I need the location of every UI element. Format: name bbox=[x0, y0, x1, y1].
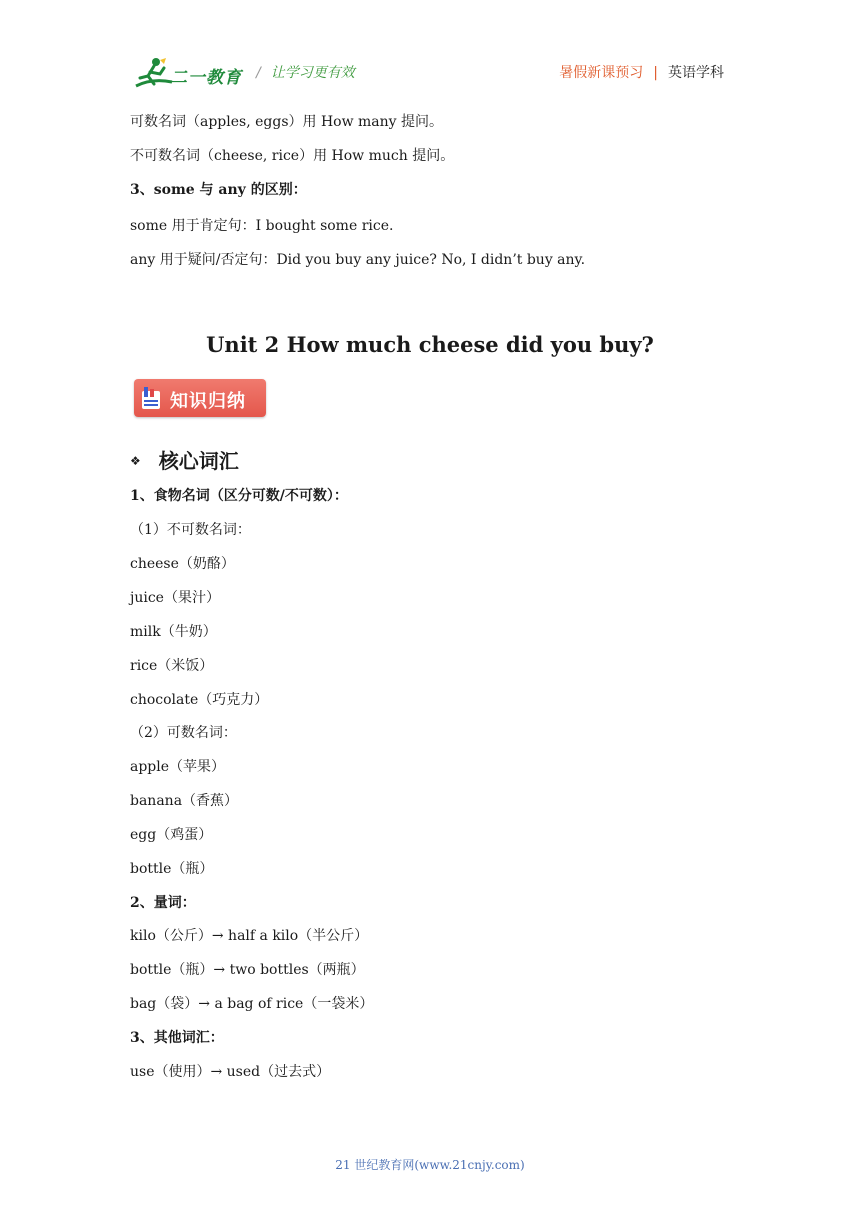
header-separator: | bbox=[653, 65, 658, 81]
subheading: 2、量词： bbox=[130, 895, 196, 911]
text-line: any 用于疑问/否定句：Did you buy any juice? No, I didn’t buy any. bbox=[130, 252, 586, 268]
book-icon bbox=[140, 385, 162, 411]
badge-label: 知识归纳 bbox=[170, 391, 246, 412]
text-line: some 用于肯定句：I bought some rice. bbox=[130, 218, 394, 234]
vocab-item: bag（袋）→ a bag of rice（一袋米） bbox=[130, 996, 374, 1012]
subheading: 3、some 与 any 的区别： bbox=[130, 182, 307, 198]
vocab-item: egg（鸡蛋） bbox=[130, 827, 213, 843]
vocab-item: bottle（瓶）→ two bottles（两瓶） bbox=[130, 962, 365, 978]
section-title: 核心词汇 bbox=[158, 449, 239, 473]
vocab-item: chocolate（巧克力） bbox=[130, 692, 269, 708]
vocab-item: rice（米饭） bbox=[130, 658, 214, 674]
subheading: 1、食物名词（区分可数/不可数）： bbox=[130, 488, 348, 504]
knowledge-summary-badge bbox=[134, 379, 266, 417]
vocab-item: milk（牛奶） bbox=[130, 624, 217, 640]
page-footer: 21 世纪教育网(www.21cnjy.com) bbox=[335, 1158, 525, 1172]
vocab-item: use（使用）→ used（过去式） bbox=[130, 1064, 331, 1080]
header-subject-label: 英语学科 bbox=[668, 65, 724, 81]
diamond-bullet-icon: ❖ bbox=[130, 454, 141, 468]
page-header bbox=[0, 0, 860, 100]
header-right bbox=[559, 62, 724, 82]
text-line: （2）可数名词： bbox=[130, 725, 237, 741]
unit-title: Unit 2 How much cheese did you buy? bbox=[206, 332, 654, 357]
vocab-item: bottle（瓶） bbox=[130, 861, 214, 877]
vocab-item: kilo（公斤）→ half a kilo（半公斤） bbox=[130, 928, 369, 944]
vocab-item: banana（香蕉） bbox=[130, 793, 239, 809]
slogan-slash: / bbox=[256, 65, 261, 81]
slogan-text: 让学习更有效 bbox=[270, 65, 355, 81]
logo-text: 二一教育 bbox=[170, 68, 242, 88]
section-heading bbox=[130, 445, 239, 474]
vocab-item: juice（果汁） bbox=[130, 590, 220, 606]
vocab-item: cheese（奶酪） bbox=[130, 556, 235, 572]
text-line: （1）不可数名词： bbox=[130, 522, 251, 538]
text-line: 可数名词（apples, eggs）用 How many 提问。 bbox=[130, 114, 444, 130]
vocab-item: apple（苹果） bbox=[130, 759, 226, 775]
header-slogan bbox=[256, 62, 355, 82]
text-line: 不可数名词（cheese, rice）用 How much 提问。 bbox=[130, 148, 455, 164]
header-preview-label: 暑假新课预习 bbox=[559, 65, 644, 81]
subheading: 3、其他词汇： bbox=[130, 1030, 224, 1046]
